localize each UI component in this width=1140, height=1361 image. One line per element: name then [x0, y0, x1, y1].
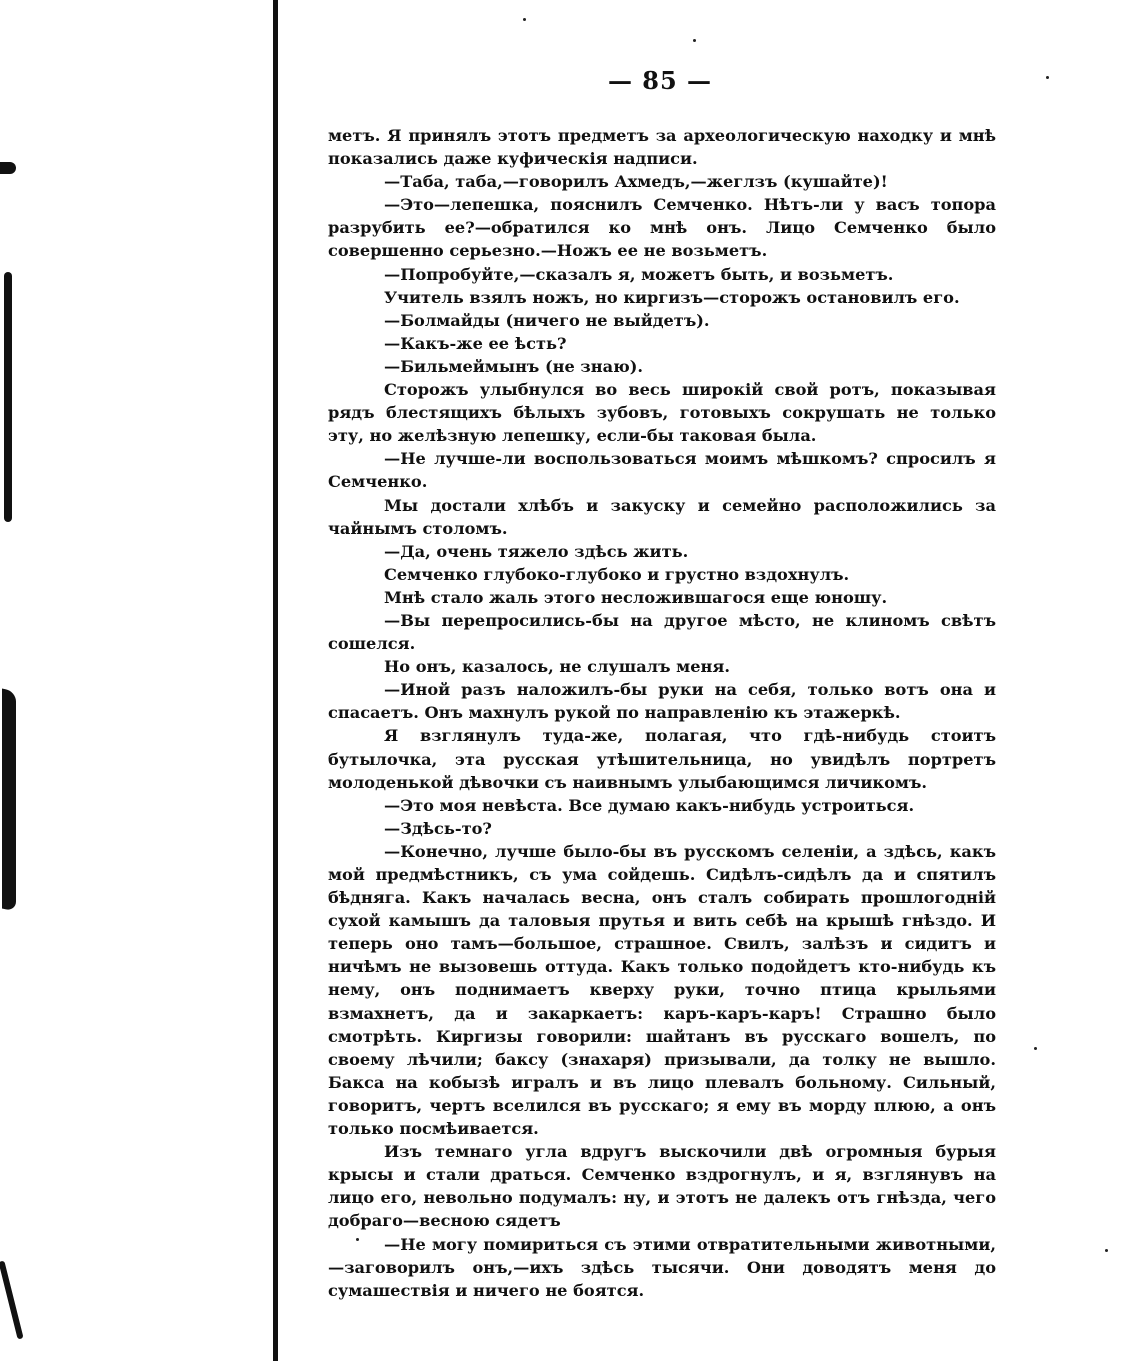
scan-speck — [1105, 1249, 1108, 1252]
scan-speck — [1034, 1047, 1037, 1050]
binding-artifact-upper — [4, 272, 12, 522]
binding-artifact-bottom — [0, 1260, 24, 1339]
binding-artifact-middle — [2, 689, 16, 912]
binding-artifact-top — [0, 162, 16, 174]
paragraph: Мнѣ стало жаль этого несложившагося еще юношу. — [384, 587, 888, 607]
scan-speck — [523, 18, 526, 21]
paragraph: —Бильмеймынъ (не знаю). — [384, 356, 643, 376]
paragraph: —Не лучше-ли воспользоваться моимъ мѣшкомъ? спросилъ я Семченко. — [328, 449, 996, 492]
paragraph: —Здѣсь-то? — [384, 818, 492, 838]
paragraph: Но онъ, казалось, не слушалъ меня. — [384, 657, 730, 677]
paragraph: Мы достали хлѣбъ и закуску и семейно расположились за чайнымъ столомъ. — [328, 495, 996, 538]
paragraph: —Таба, таба,—говорилъ Ахмедъ,—жеглзъ (кушайте)! — [384, 172, 888, 192]
paragraph: Семченко глубоко-глубоко и грустно вздохнулъ. — [384, 564, 850, 584]
scan-speck — [693, 39, 696, 42]
paragraph: —Какъ-же ее ѣсть? — [384, 333, 567, 353]
paragraph: Учитель взялъ ножъ, но киргизъ—сторожъ остановилъ его. — [384, 287, 960, 307]
paragraph: Изъ темнаго угла вдругъ выскочили двѣ огромныя бурыя крысы и стали драться. Семченко вздрогнулъ, и я, взглянувъ на лицо его, невольно подумалъ: ну, и этотъ не далекъ отъ гнѣзда, чего добраго—весною сядетъ — [328, 1142, 996, 1231]
page-number: — 85 — — [607, 66, 713, 95]
scan-speck — [1046, 76, 1049, 79]
paragraph: —Вы перепросились-бы на другое мѣсто, не клиномъ свѣтъ сошелся. — [328, 610, 996, 654]
paragraph: —Конечно, лучше было-бы въ русскомъ селеніи, а здѣсь, какъ мой предмѣстникъ, съ ума сойдешь. Сидѣлъ-сидѣлъ да и спятилъ бѣдняга. Какъ началась весна, онъ сталъ собирать прошлогодній сухой камышъ да таловыя прутья и вить себѣ на крышѣ гнѣздо. И теперь оно тамъ—большое, страшное. Свилъ, залѣзъ и сидитъ и ничѣмъ не вызовешь оттуда. Какъ только подойдетъ кто-нибудь къ нему, онъ поднимаетъ кверху руки, точно птица крыльями взмахнетъ, да и закаркаетъ: каръ-каръ-каръ! Страшно было смотрѣть. Киргизы говорили: шайтанъ въ русскаго вошелъ, по своему лѣчили; баксу (знахаря) призывали, да толку не вышло. Бакса на кобызѣ игралъ и въ лицо плевалъ больному. Сильный, говоритъ, чертъ вселился въ русскаго; я ему въ морду плюю, а онъ только посмѣивается. — [328, 841, 996, 1139]
paragraph: —Это моя невѣста. Все думаю какъ-нибудь устроиться. — [384, 795, 915, 815]
page-body — [328, 124, 996, 1302]
paragraph: —Болмайды (ничего не выйдетъ). — [384, 310, 710, 330]
paragraph: метъ. Я принялъ этотъ предметъ за археологическую находку и мнѣ показались даже куфическія надписи. — [328, 126, 996, 169]
paragraph: —Не могу помириться съ этими отвратительными животными,—заговорилъ онъ,—ихъ здѣсь тысячи. Они доводятъ меня до сумашествія и ничего не боятся. — [328, 1234, 996, 1300]
paragraph: —Да, очень тяжело здѣсь жить. — [384, 541, 689, 561]
paragraph: —Попробуйте,—сказалъ я, можетъ быть, и возьметъ. — [384, 264, 894, 284]
paragraph: Сторожъ улыбнулся во весь широкій свой ротъ, показывая рядъ блестящихъ бѣлыхъ зубовъ, готовыхъ сокрушать не только эту, но желѣзную лепешку, если-бы таковая была. — [328, 380, 996, 446]
paragraph: —Это—лепешка, пояснилъ Семченко. Нѣтъ-ли у васъ топора разрубить ее?—обратился ко мнѣ онъ. Лицо Семченко было совершенно серьезно.—Ножъ ее не возьметъ. — [328, 195, 996, 261]
paragraph: —Иной разъ наложилъ-бы руки на себя, только вотъ она и спасаетъ. Онъ махнулъ рукой по направленію къ этажеркѣ. — [328, 680, 996, 723]
paragraph: Я взглянулъ туда-же, полагая, что гдѣ-нибудь стоитъ бутылочка, эта русская утѣшительница, но увидѣлъ портретъ молоденькой дѣвочки съ наивнымъ улыбающимся личикомъ. — [328, 726, 996, 792]
binding-rule — [273, 0, 278, 1361]
